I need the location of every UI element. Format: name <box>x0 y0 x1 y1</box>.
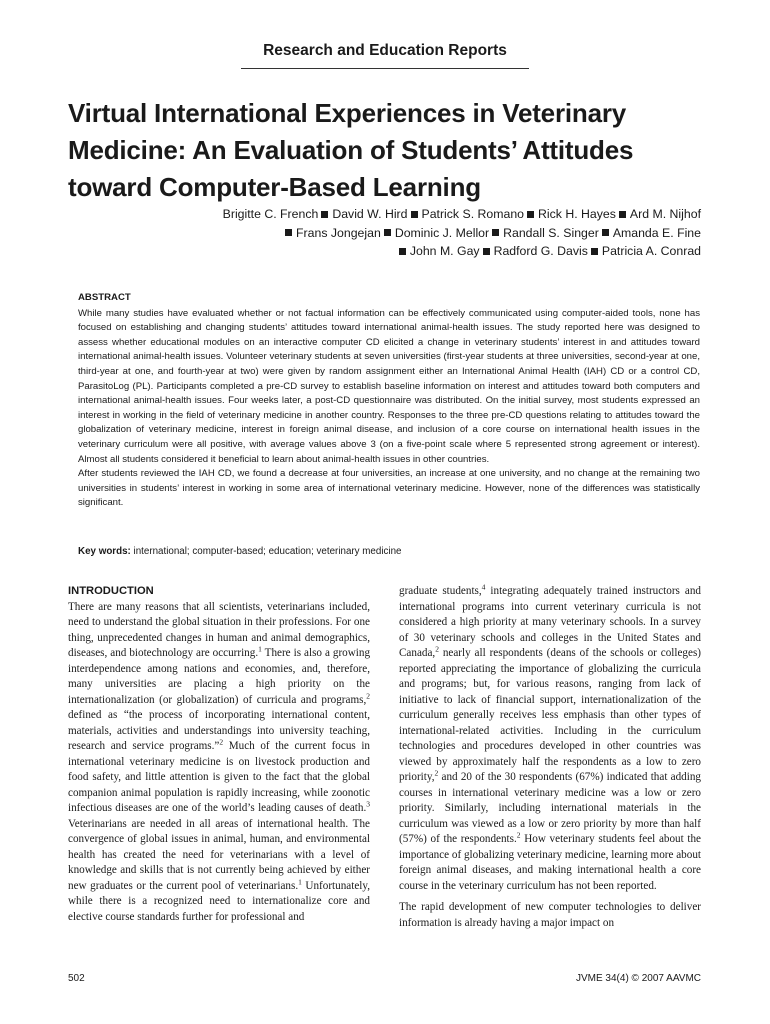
separator-square-icon <box>285 229 292 236</box>
citation: 2 <box>219 737 224 747</box>
author: Patricia A. Conrad <box>601 244 701 258</box>
citation: 2 <box>434 768 439 778</box>
keywords-label: Key words: <box>78 546 131 557</box>
separator-square-icon <box>384 229 391 236</box>
abstract-paragraph: While many studies have evaluated whether or not factual information can be effectively communicated using computer-aided tools, none has focused on establishing and changing students’ attitudes toward international animal-health issues. The study reported here was designed to assess whether educational modules on an interactive computer CD elicited a change in veterinary students’ interest in and attitudes toward international animal-health issues. Volunteer veterinary students at seven universities (first-year students at three universities, second-year at one, third-year at one, and fourth-year at two) were given by random assignment either an International Animal Health (IAH) CD or a control CD, ParasitoLog (PL). Participants completed a pre-CD survey to establish baseline information on interest and attitudes toward both computers and international animal-health issues. Four weeks later, a post-CD questionnaire was distributed. On the initial survey, most students expressed an interest in working in the field of veterinary medicine in another country. Responses to the three pre-CD questions relating to attitudes toward the globalization of veterinary medicine, interest in foreign animal disease, and inclusion of a core course on international health issues in the veterinary curriculum were all positive, with average values above 3 (on a five-point scale where 5 represented strong agreement or interest). Almost all students considered it beneficial to learn about animal-health issues in other countries. <box>78 307 700 465</box>
separator-square-icon <box>411 211 418 218</box>
abstract-paragraph: After students reviewed the IAH CD, we found a decrease at four universities, an increase at one university, and no change at the remaining two universities in students’ interest in working in some area of international veterinary medicine. However, none of the differences was statistically significant. <box>78 468 700 509</box>
author: Brigitte C. French <box>222 207 319 221</box>
author: Patrick S. Romano <box>421 207 525 221</box>
author: John M. Gay <box>409 244 480 258</box>
author: Rick H. Hayes <box>538 207 616 221</box>
abstract <box>78 291 700 511</box>
author: Randall S. Singer <box>503 225 599 240</box>
separator-square-icon <box>321 211 328 218</box>
citation: 1 <box>298 876 302 886</box>
keywords <box>78 546 700 557</box>
author: Radford G. Davis <box>493 244 588 258</box>
section-heading-introduction: INTRODUCTION <box>68 585 154 597</box>
header-rule <box>241 68 529 69</box>
body-column-right <box>399 584 701 931</box>
author-list <box>101 205 701 261</box>
journal-citation: JVME 34(4) © 2007 AAVMC <box>575 973 701 984</box>
separator-square-icon <box>527 211 534 218</box>
separator-square-icon <box>483 248 490 255</box>
author: David W. Hird <box>332 207 408 221</box>
author: Amanda E. Fine <box>612 225 701 240</box>
body-paragraph: There are many reasons that all scientists, veterinarians included, need to understand the global situation in their professions. For one thing, unprecedented changes in human and animal demographics, diseases, and biotechnology are occurring.$^1$ There is also a growing interdependence among nations and economies, and, therefore, many universities are placing a high priority on the internationalization (or globalization) of curricula and programs,$^2$ defined as “the process of incorporating international content, materials, activities and understandings into university teaching, research and service programs.”$^2$ Much of the current focus in international veterinary medicine is on livestock production and food safety, and little attention is given to the fact that the global companion animal population is rapidly increasing, while zoonotic infectious diseases are one of the world’s leading causes of death.$^3$ Veterinarians are needed in all areas of international health. The convergence of global issues in animal, human, and environmental health has created the need for veterinarians with a level of knowledge and skills that is not currently being achieved by either new graduates or the current pool of veterinarians.$^1$ Unfortunately, while there is a recognized need to internationalize core and elective course standards further for professional and <box>68 600 371 923</box>
citation: 3 <box>366 799 370 809</box>
citation: 2 <box>366 690 370 700</box>
section-header: Research and Education Reports <box>263 42 507 59</box>
author: Dominic J. Mellor <box>394 225 490 240</box>
body-paragraph: graduate students,$^4$ integrating adequately trained instructors and international programs into current veterinary curricula is not considered a high priority at many veterinary schools. In a survey of 30 veterinary schools and colleges in the United States and Canada,$^2$ nearly all respondents (deans of the schools or colleges) reported appreciating the importance of globalizing the curricula and programs; but, for various reasons, ranging from lack of initiative to lack of financial support, internationalization of the curriculum generally receives less emphasis than other types of international-related activities. Including in the curriculum technologies and procedures developed in other countries was viewed by approximately half the respondents as a low to zero priority,$^2$ and 20 of the 30 respondents (67%) indicated that adding courses in international veterinary medicine was a low or zero priority. Similarly, including international materials in the curriculum was viewed as a low or zero priority by more than half (57%) of the respondents.$^2$ How veterinary students feel about the importance of globalizing veterinary medicine, learning more about foreign animal diseases, and making international health a core course in the veterinary curriculum has not been reported. <box>399 582 701 892</box>
separator-square-icon <box>492 229 499 236</box>
separator-square-icon <box>602 229 609 236</box>
keywords-text: international; computer-based; education; veterinary medicine <box>133 546 402 557</box>
author: Frans Jongejan <box>296 225 381 240</box>
citation: 1 <box>258 644 262 654</box>
separator-square-icon <box>399 248 406 255</box>
citation: 2 <box>516 830 521 840</box>
abstract-heading: ABSTRACT <box>78 292 131 303</box>
citation: 2 <box>435 644 439 654</box>
author: Ard M. Nijhof <box>629 207 701 221</box>
body-paragraph: The rapid development of new computer technologies to deliver information is already having a major impact on <box>399 901 701 929</box>
separator-square-icon <box>591 248 598 255</box>
body-column-left <box>68 584 370 925</box>
citation: 4 <box>481 582 486 592</box>
article-title: Virtual International Experiences in Veterinary Medicine: An Evaluation of Students’ Attitudes toward Computer-Based Learning <box>68 98 634 202</box>
separator-square-icon <box>619 211 626 218</box>
page-number: 502 <box>68 973 85 984</box>
